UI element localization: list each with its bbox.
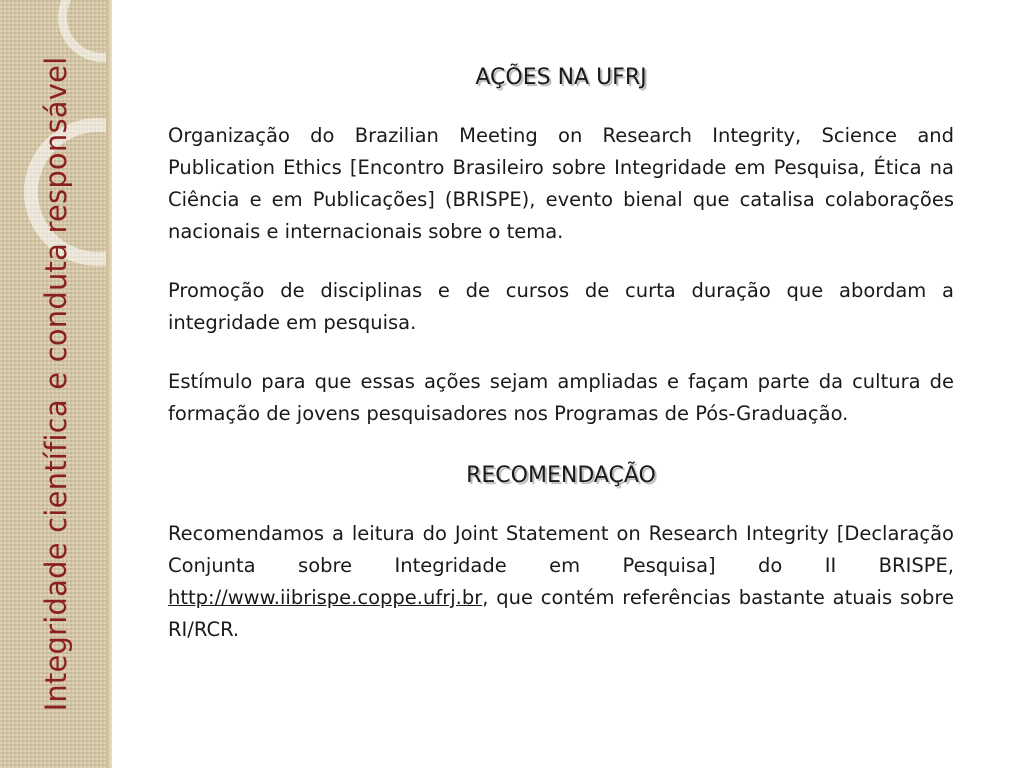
slide-content bbox=[168, 62, 954, 673]
paragraph-recomendacao bbox=[168, 518, 954, 646]
paragraph-disciplinas: Promoção de disciplinas e de cursos de curta duração que abordam a integridade em pesquisa. bbox=[168, 279, 954, 334]
recomendacao-text-before: Recomendamos a leitura do Joint Statement on Research Integrity [Declaração Conjunta sobre Integridade em Pesquisa] do II BRISPE, bbox=[168, 522, 954, 577]
sidebar-title: Integridade científica e conduta responsável bbox=[39, 56, 73, 712]
decorative-ring bbox=[58, 0, 112, 62]
section-heading-recomendacao: RECOMENDAÇÃO bbox=[466, 463, 656, 488]
paragraph-brispe: Organização do Brazilian Meeting on Research Integrity, Science and Publication Ethics [Encontro Brasileiro sobre Integridade em Pesquisa, Ética na Ciência e em Publicações] (BRISPE), evento bienal que catalisa colaborações nacionais e internacionais sobre o tema. bbox=[168, 124, 954, 243]
sidebar bbox=[0, 0, 112, 768]
brispe-link[interactable]: http://www.iibrispe.coppe.ufrj.br bbox=[168, 586, 483, 609]
sidebar-edge bbox=[106, 0, 112, 768]
section-heading-acoes: AÇÕES NA UFRJ bbox=[475, 65, 647, 90]
paragraph-estimulo: Estímulo para que essas ações sejam ampliadas e façam parte da cultura de formação de jovens pesquisadores nos Programas de Pós-Graduação. bbox=[168, 370, 954, 425]
recomendacao-text-after: , que contém referências bastante atuais sobre RI/RCR. bbox=[168, 586, 954, 641]
